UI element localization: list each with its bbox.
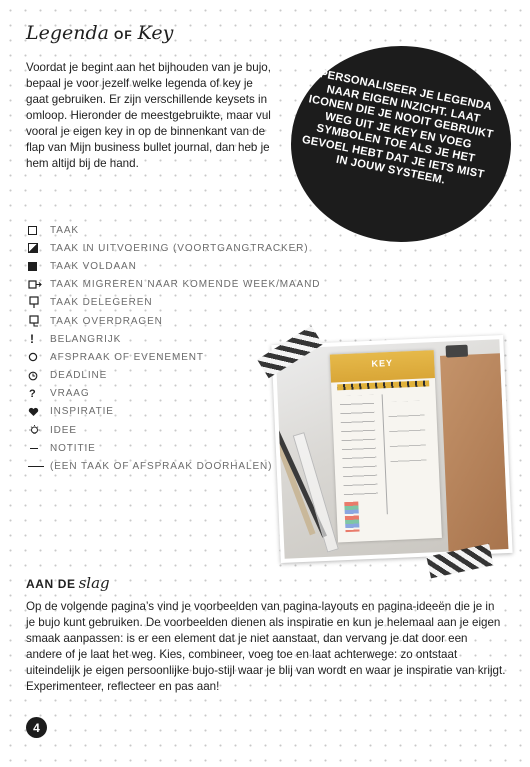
exclamation-icon: ! <box>30 332 34 347</box>
legend-item <box>28 221 320 239</box>
legend-label: DEADLINE <box>50 370 108 382</box>
title-legenda: Legenda <box>26 22 109 44</box>
legend-label: AFSPRAAK OF EVENEMENT <box>50 351 204 363</box>
filled-square-icon <box>28 262 50 271</box>
outro-paragraph: Op de volgende pagina’s vind je voorbeelden van pagina-layouts en pagina-ideeën die je in je bujo kunt gebruiken. De voorbeelden dienen als inspiratie en kun je helemaal aan je eigen smaak aanpassen: is er een element dat je niet aanstaat, dan vervang je dat door een andere of je laat het weg. Kies, combineer, voeg toe en laat achterwege: zo ontstaat uiteindelijk je eigen persoonlijke bujo-stijl waar je blij van wordt en waar je inspiratie van krijgt. Experimenteer, reflecteer en pas aan! <box>26 600 506 693</box>
intro-paragraph: Voordat je begint aan het bijhouden van je bujo, bepaal je voor jezelf welke legenda of key je gaat gebruiken. Er zijn verschillende keysets in omloop. Hieronder de meestgebruikte, maar vul vooral je eigen key in op de binnenkant van de flap van Mijn business bullet journal, dan heb je hem altijd bij de hand. <box>26 61 271 170</box>
dash-icon <box>28 448 50 449</box>
photo-key-label: KEY <box>371 357 394 369</box>
square-arrow-down-icon <box>28 296 50 309</box>
page-title <box>26 22 173 45</box>
legend-label: TAAK IN UITVOERING (VOORTGANGTRACKER) <box>50 242 309 254</box>
legend-item <box>28 257 320 275</box>
circle-icon <box>28 352 50 362</box>
section-title <box>26 574 110 592</box>
legend-label: TAAK <box>50 224 79 236</box>
square-with-tail-icon <box>28 315 50 328</box>
bujo-photo <box>271 335 512 563</box>
page-number: 4 <box>26 717 47 738</box>
section-title-caps: AAN DE <box>26 577 76 591</box>
section-title-script: slag <box>78 574 110 592</box>
legend-label: TAAK OVERDRAGEN <box>50 315 163 327</box>
callout-text: PERSONALISEER JE LEGENDA NAAR EIGEN INZICHT. LAAT ICONEN DIE JE NOOIT GEBRUIKT WEG UIT JE KEY EN VOEG SYMBOLEN TOE ALS JE HET GEVOEL HEBT DAT JE IETS MIST IN JOUW SYSTEEM. <box>301 67 495 187</box>
question-mark-icon: ? <box>29 387 36 400</box>
legend-label: IDEE <box>50 424 77 436</box>
title-key: Key <box>137 22 174 44</box>
legend-label: TAAK DELEGEREN <box>50 297 153 309</box>
legend-label: TAAK VOLDAAN <box>50 260 137 272</box>
heart-icon <box>28 407 50 417</box>
title-of: OF <box>114 28 133 42</box>
empty-square-icon <box>28 226 50 235</box>
clock-icon <box>28 371 50 381</box>
legend-label: INSPIRATIE <box>50 406 114 418</box>
strikethrough-icon <box>28 466 50 467</box>
square-arrow-right-icon <box>28 279 50 290</box>
legend-label: BELANGRIJK <box>50 333 122 345</box>
legend-item <box>28 312 320 330</box>
legend-item <box>28 294 320 312</box>
legend-label: VRAAG <box>50 388 90 400</box>
photo-scene <box>276 339 509 559</box>
legend-label: NOTITIE <box>50 442 96 454</box>
lightbulb-icon <box>28 424 50 437</box>
legend-label: TAAK MIGREREN NAAR KOMENDE WEEK/MAAND <box>50 279 321 291</box>
legend-item <box>28 239 320 257</box>
legend-label: (EEN TAAK OF AFSPRAAK DOORHALEN) <box>50 461 273 473</box>
half-filled-square-icon <box>28 243 50 253</box>
legend-item <box>28 276 320 294</box>
